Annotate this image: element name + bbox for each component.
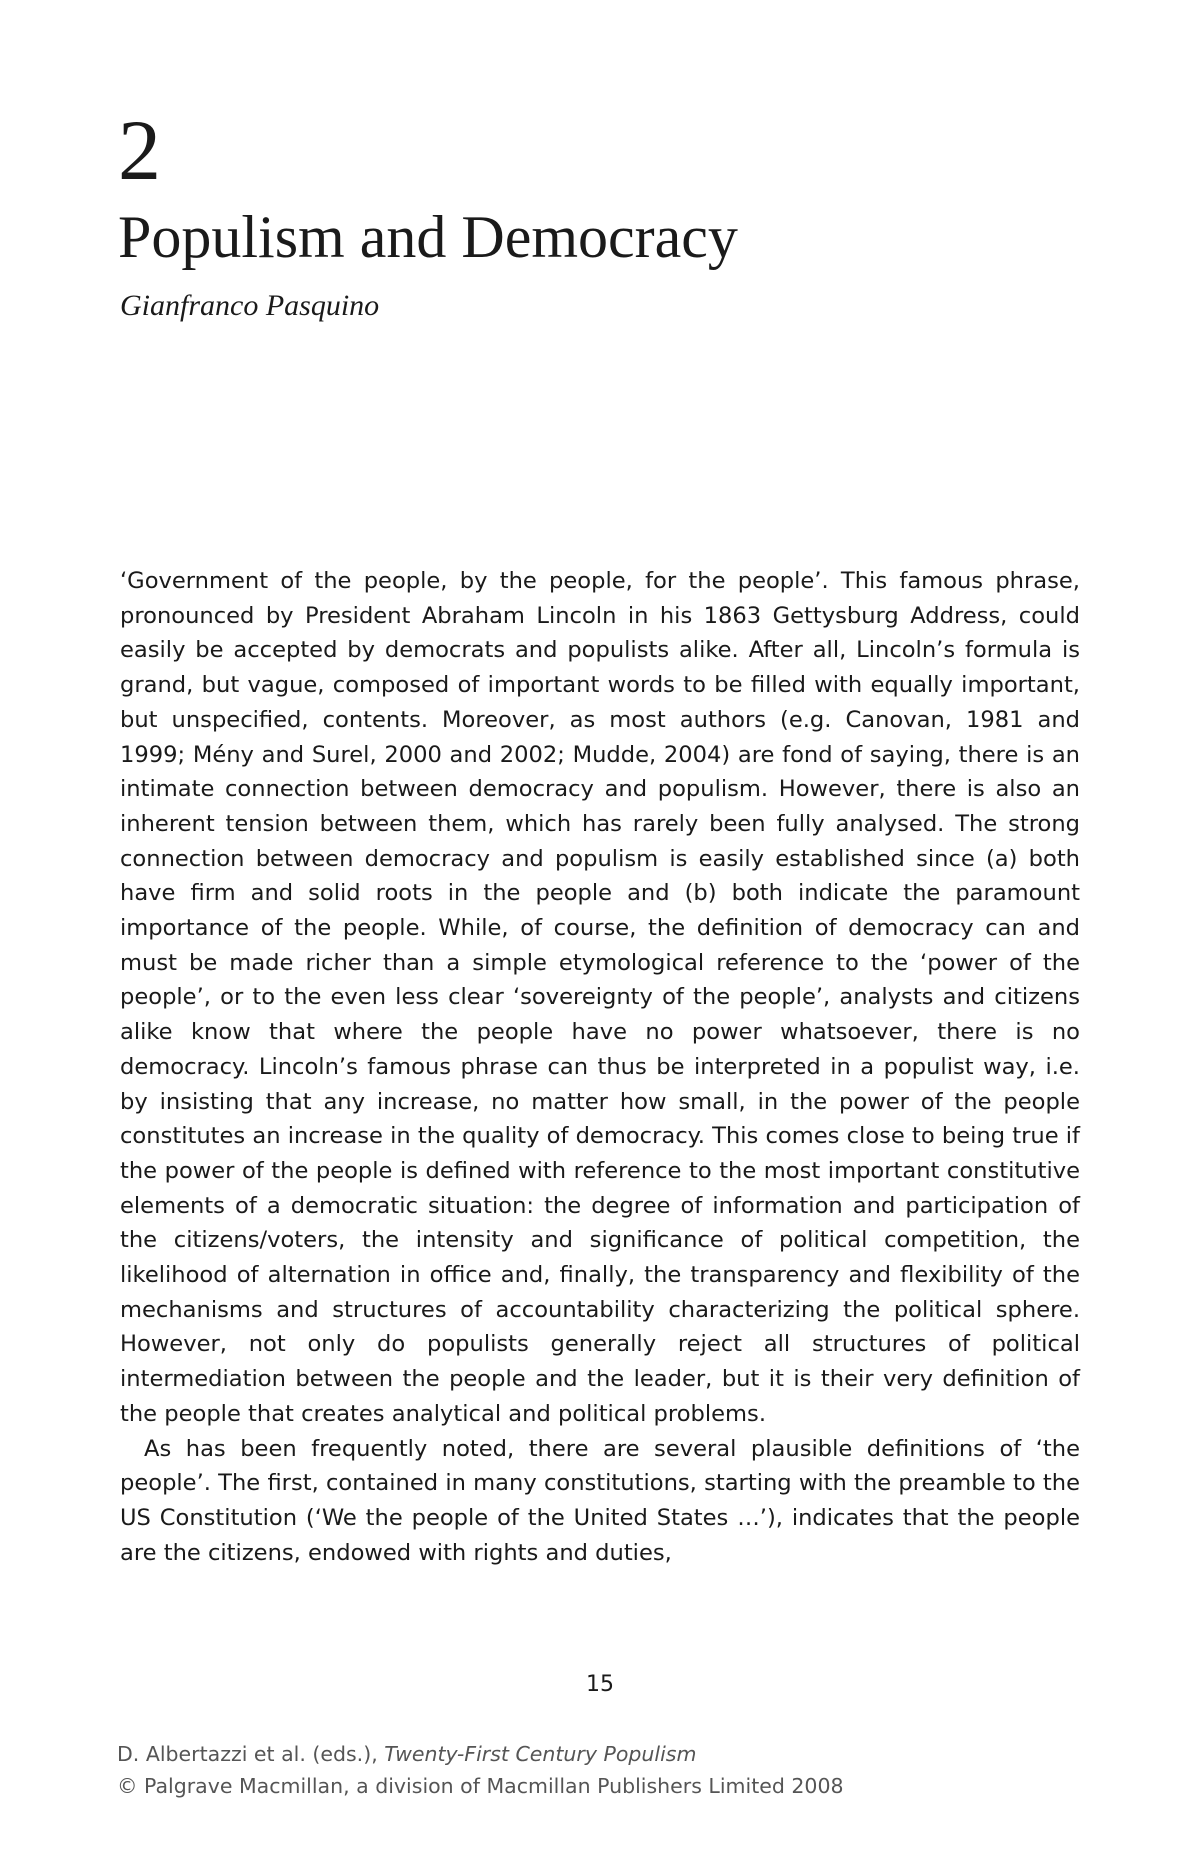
citation-line	[117, 1738, 844, 1770]
chapter-body	[120, 564, 1080, 1570]
body-paragraph: As has been frequently noted, there are several plausible definitions of ‘the people’. The first, contained in many constitutions, starting with the preamble to the US Constitution (‘We the people of the United States …’), indicates that the people are the citizens, endowed with rights and duties,	[120, 1435, 1080, 1566]
citation-editors: D. Albertazzi et al. (eds.),	[117, 1742, 385, 1766]
chapter-number: 2	[118, 102, 161, 198]
page-number: 15	[586, 1672, 614, 1697]
book-title: Twenty-First Century Populism	[384, 1742, 697, 1766]
copyright-line: © Palgrave Macmillan, a division of Macmillan Publishers Limited 2008	[117, 1774, 844, 1798]
body-paragraph: ‘Government of the people, by the people, for the people’. This famous phrase, pronounced by President Abraham Lincoln in his 1863 Gettysburg Address, could easily be accepted by democrats and populists alike. After all, Lincoln’s formula is grand, but vague, composed of important words to be filled with equally important, but unspecified, contents. Moreover, as most authors (e.g. Canovan, 1981 and 1999; Mény and Surel, 2000 and 2002; Mudde, 2004) are fond of saying, there is an intimate connection between democracy and populism. However, there is also an inherent tension between them, which has rarely been fully analysed. The strong connection between democracy and populism is easily established since (a) both have firm and solid roots in the people and (b) both indicate the paramount importance of the people. While, of course, the definition of democracy can and must be made richer than a simple etymological reference to the ‘power of the people’, or to the even less clear ‘sovereignty of the people’, analysts and citizens alike know that where the people have no power whatsoever, there is no democracy. Lincoln’s famous phrase can thus be interpreted in a populist way, i.e. by insisting that any increase, no matter how small, in the power of the people constitutes an increase in the quality of democracy. This comes close to being true if the power of the people is defined with reference to the most important constitutive elements of a democratic situation: the degree of information and participation of the citizens/voters, the intensity and significance of political competition, the likelihood of alternation in office and, finally, the transparency and flexibility of the mechanisms and structures of accountability characterizing the political sphere. However, not only do populists generally reject all structures of political intermediation between the people and the leader, but it is their very definition of the people that creates analytical and political problems.	[120, 568, 1081, 1427]
source-footer	[117, 1738, 844, 1802]
chapter-author: Gianfranco Pasquino	[120, 289, 380, 322]
chapter-title: Populism and Democracy	[118, 204, 738, 270]
